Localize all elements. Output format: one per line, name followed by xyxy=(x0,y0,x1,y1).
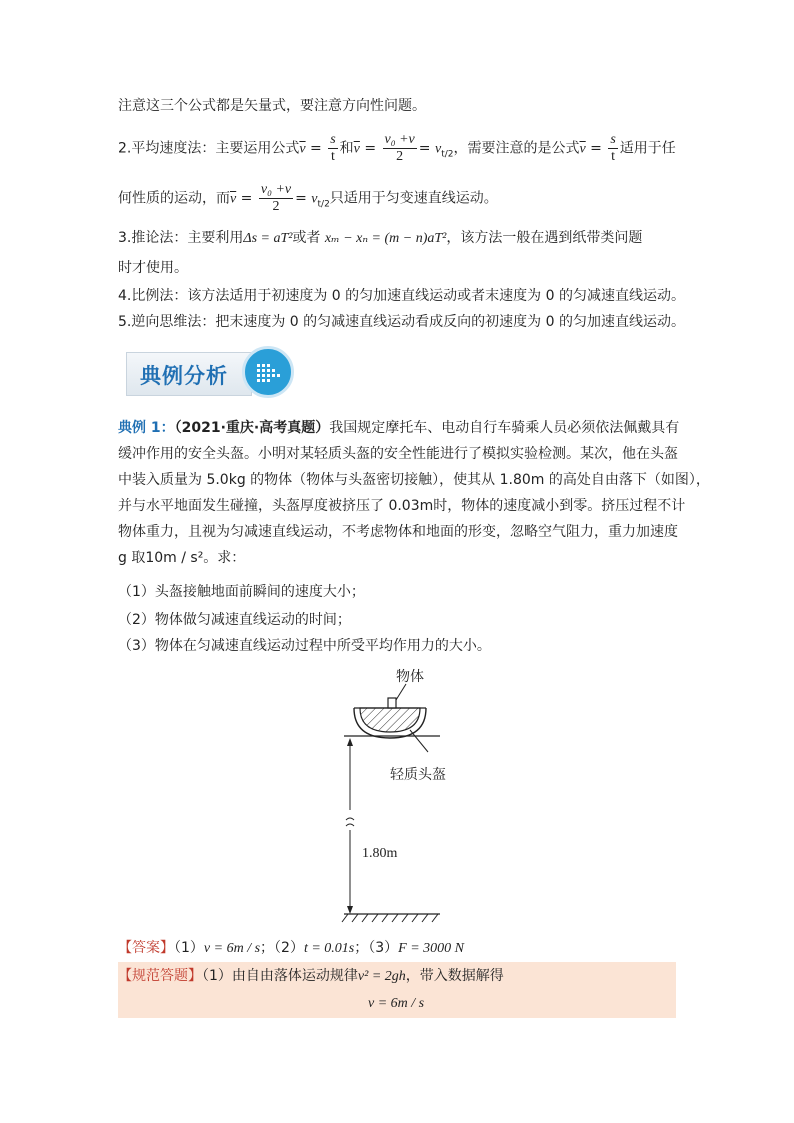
v-bar-2: $\overline{v}$ xyxy=(353,141,360,157)
answer-line xyxy=(118,938,464,959)
solution-text-1: （1）由自由落体运动规律 xyxy=(202,968,358,984)
section-title: 典例分析 xyxy=(140,364,228,388)
label-height: 1.80m xyxy=(362,846,398,861)
eq-1: = xyxy=(310,140,322,157)
method-ratio: 4.比例法：该方法适用于初速度为 0 的匀加速直线运动或者末速度为 0 的匀减速直线运动。 xyxy=(118,288,685,304)
method-2-prefix: 2.平均速度法：主要运用公式 xyxy=(118,140,300,157)
method-inference-cont: 时才使用。 xyxy=(118,260,188,276)
frac-den: t xyxy=(611,149,616,164)
v-half-sub-b: t/2 xyxy=(317,199,330,210)
example-line-2: 缓冲作用的安全头盔。小明对某轻质头盔的安全性能进行了模拟实验检测。某次，他在头盔 xyxy=(118,446,678,462)
example-line-3: 中装入质量为 5.0kg 的物体（物体与头盔密切接触），使其从 1.80m 的高处自由落下（如图）， xyxy=(118,472,710,488)
solution-text-2: ，带入数据解得 xyxy=(405,968,504,984)
method-average-velocity xyxy=(118,132,676,165)
answer-part-1: v = 6m / s xyxy=(203,941,261,956)
answer-tag: 【答案】 xyxy=(118,940,174,956)
helmet-diagram xyxy=(330,660,480,930)
label-helmet: 轻质头盔 xyxy=(390,767,446,783)
frac-s-over-t-1 xyxy=(328,132,337,165)
frac-num: v₀ +v xyxy=(384,132,415,147)
frac-num: s xyxy=(330,132,336,147)
method-2-mid: ，需要注意的是公式 xyxy=(453,140,580,157)
answer-part-3: F = 3000 N xyxy=(398,941,465,956)
eq-5: = xyxy=(240,190,253,207)
frac-den: 2 xyxy=(272,199,280,214)
helmet-figure xyxy=(330,660,480,930)
intro-text: 注意这三个公式都是矢量式，要注意方向性问题。 xyxy=(118,98,426,114)
section-banner xyxy=(126,346,294,400)
v-bar-4: $\overline{v}$ xyxy=(230,191,237,207)
frac-v0v-over-2 xyxy=(383,132,417,165)
frac-v0v-over-2-b xyxy=(259,182,293,215)
frac-num: v₀ +v xyxy=(260,182,292,197)
method-reverse-thinking: 5.逆向思维法：把末速度为 0 的匀减速直线运动看成反向的初速度为 0 的匀加速直线运动。 xyxy=(118,314,685,330)
method-3-suffix: ，该方法一般在遇到纸带类问题 xyxy=(446,230,643,246)
xm-xn-formula: xₘ − xₙ = (m − n)aT² xyxy=(324,231,447,246)
example-line-5: 物体重力，且视为匀减速直线运动，不考虑物体和地面的形变，忽略空气阻力，重力加速度 xyxy=(118,524,678,540)
eq-2: = xyxy=(364,140,377,157)
delta-s-formula: Δs = aT² xyxy=(243,231,293,246)
method-2-cont-prefix: 何性质的运动，而 xyxy=(118,190,230,207)
or-text: 或者 xyxy=(292,230,321,246)
solution-line xyxy=(118,966,504,987)
and-text: 和 xyxy=(339,140,354,157)
v-half-b: v xyxy=(311,191,318,207)
method-inference xyxy=(118,228,642,249)
eq-4: = xyxy=(590,140,602,157)
example-text-0: 我国规定摩托车、电动自行车骑乘人员必须依法佩戴具有 xyxy=(329,420,680,436)
example-line-6: g 取10m / s²。求： xyxy=(118,550,246,566)
label-object: 物体 xyxy=(396,669,424,685)
frac-s-over-t-2 xyxy=(608,132,617,165)
banner-dots-icon xyxy=(242,346,294,398)
answer-part-3-label: ；（3） xyxy=(354,940,399,956)
eq-3: = xyxy=(418,140,431,157)
example-source: （2021·重庆·高考真题） xyxy=(174,420,330,436)
answer-part-2: t = 0.01s xyxy=(303,941,355,956)
question-1: （1）头盔接触地面前瞬间的速度大小； xyxy=(118,584,365,600)
answer-part-1-label: （1） xyxy=(174,940,204,956)
frac-den: t xyxy=(331,149,335,164)
method-2-suffix: 适用于任 xyxy=(619,140,676,157)
frac-num: s xyxy=(610,132,616,147)
solution-formula: v² = 2gh xyxy=(357,969,406,984)
method-3-prefix: 3.推论法：主要利用 xyxy=(118,230,244,246)
example-line-1 xyxy=(118,418,679,438)
v-half-sub: t/2 xyxy=(441,149,454,160)
frac-den: 2 xyxy=(396,149,404,164)
example-label: 典例 1： xyxy=(118,420,175,436)
method-average-velocity-cont xyxy=(118,182,498,215)
v-half: v xyxy=(434,141,442,157)
answer-part-2-label: ；（2） xyxy=(260,940,304,956)
solution-result: v = 6m / s xyxy=(368,996,425,1011)
method-2-cont-suffix: 只适用于匀变速直线运动。 xyxy=(329,190,498,207)
question-2: （2）物体做匀减速直线运动的时间； xyxy=(118,612,351,628)
v-bar-1: $\overline{v}$ xyxy=(299,141,306,157)
example-line-4: 并与水平地面发生碰撞，头盔厚度被挤压了 0.03m时，物体的速度减小到零。挤压过程不计 xyxy=(118,498,686,514)
v-bar-3: $\overline{v}$ xyxy=(579,141,586,157)
eq-6: = xyxy=(295,190,307,207)
question-3: （3）物体在匀减速直线运动过程中所受平均作用力的大小。 xyxy=(118,638,491,654)
solution-tag: 【规范答题】 xyxy=(118,968,202,984)
